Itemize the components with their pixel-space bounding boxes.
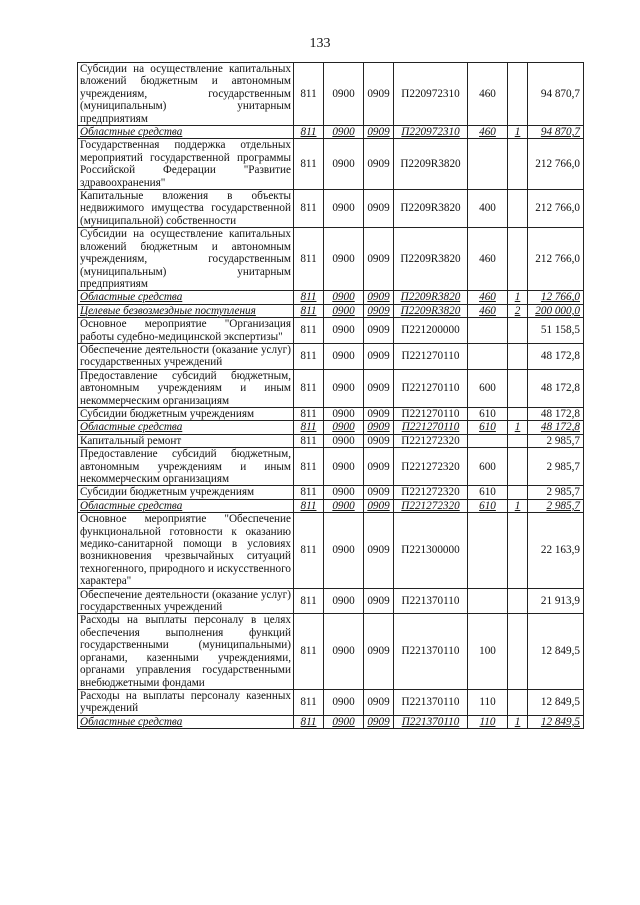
table-row: [78, 499, 584, 512]
amount-cell: 94 870,7: [528, 63, 584, 126]
amount-cell: 51 158,5: [528, 318, 584, 344]
subsection-code-cell: 0909: [364, 448, 394, 486]
expense-type-cell: 610: [468, 407, 508, 420]
table-row: [78, 614, 584, 689]
section-code-cell: 0900: [324, 499, 364, 512]
expense-type-cell: 600: [468, 369, 508, 407]
table-row: [78, 434, 584, 447]
target-article-cell: П2209R3820: [394, 291, 468, 304]
funding-source-cell: [508, 513, 528, 588]
ved-code-cell: 811: [294, 715, 324, 728]
section-code-cell: 0900: [324, 63, 364, 126]
table-row: [78, 291, 584, 304]
subsection-code-cell: 0909: [364, 190, 394, 228]
ved-code-cell: 811: [294, 190, 324, 228]
row-name-cell: Областные средства: [78, 499, 294, 512]
amount-cell: 212 766,0: [528, 228, 584, 291]
amount-cell: 2 985,7: [528, 434, 584, 447]
section-code-cell: 0900: [324, 228, 364, 291]
section-code-cell: 0900: [324, 343, 364, 369]
section-code-cell: 0900: [324, 291, 364, 304]
row-name-cell: Предоставление субсидий бюджетным, автономным учреждениям и иным некоммерческим организациям: [78, 369, 294, 407]
row-name-cell: Предоставление субсидий бюджетным, автономным учреждениям и иным некоммерческим организациям: [78, 448, 294, 486]
row-name-cell: Субсидии бюджетным учреждениям: [78, 486, 294, 499]
target-article-cell: П221370110: [394, 715, 468, 728]
row-name-cell: Целевые безвозмездные поступления: [78, 304, 294, 317]
amount-cell: 21 913,9: [528, 588, 584, 614]
amount-cell: 48 172,8: [528, 369, 584, 407]
expense-type-cell: [468, 343, 508, 369]
amount-cell: 22 163,9: [528, 513, 584, 588]
expense-type-cell: 600: [468, 448, 508, 486]
amount-cell: 48 172,8: [528, 343, 584, 369]
amount-cell: 12 849,5: [528, 689, 584, 715]
section-code-cell: 0900: [324, 715, 364, 728]
expense-type-cell: 460: [468, 63, 508, 126]
expense-type-cell: [468, 139, 508, 190]
expense-type-cell: 460: [468, 126, 508, 139]
funding-source-cell: [508, 228, 528, 291]
table-row: [78, 228, 584, 291]
row-name-cell: Капитальный ремонт: [78, 434, 294, 447]
table-row: [78, 448, 584, 486]
row-name-cell: Областные средства: [78, 126, 294, 139]
target-article-cell: П221270110: [394, 369, 468, 407]
row-name-cell: Обеспечение деятельности (оказание услуг) государственных учреждений: [78, 343, 294, 369]
subsection-code-cell: 0909: [364, 421, 394, 434]
section-code-cell: 0900: [324, 304, 364, 317]
subsection-code-cell: 0909: [364, 614, 394, 689]
funding-source-cell: [508, 318, 528, 344]
funding-source-cell: [508, 434, 528, 447]
page-number: 133: [309, 36, 331, 51]
section-code-cell: 0900: [324, 614, 364, 689]
row-name-cell: Расходы на выплаты персоналу казенных учреждений: [78, 689, 294, 715]
ved-code-cell: 811: [294, 486, 324, 499]
ved-code-cell: 811: [294, 499, 324, 512]
funding-source-cell: 1: [508, 499, 528, 512]
target-article-cell: П220972310: [394, 63, 468, 126]
row-name-cell: Областные средства: [78, 291, 294, 304]
table-row: [78, 407, 584, 420]
subsection-code-cell: 0909: [364, 318, 394, 344]
expense-type-cell: 110: [468, 715, 508, 728]
subsection-code-cell: 0909: [364, 304, 394, 317]
subsection-code-cell: 0909: [364, 513, 394, 588]
expense-type-cell: [468, 513, 508, 588]
section-code-cell: 0900: [324, 689, 364, 715]
row-name-cell: Государственная поддержка отдельных мероприятий государственной программы Российской Федерации "Развитие здравоохранения": [78, 139, 294, 190]
target-article-cell: П221370110: [394, 689, 468, 715]
row-name-cell: Расходы на выплаты персоналу в целях обеспечения выполнения функций государственными (муниципальными) органами, казенными учреждениями, органами управления государственными внебюджетными фондами: [78, 614, 294, 689]
target-article-cell: П221272320: [394, 434, 468, 447]
subsection-code-cell: 0909: [364, 63, 394, 126]
row-name-cell: Областные средства: [78, 715, 294, 728]
row-name-cell: Основное мероприятие "Обеспечение функциональной готовности к оказанию медико-санитарной помощи в условиях возникновения чрезвычайных ситуаций техногенного, природного и искусственного характера": [78, 513, 294, 588]
target-article-cell: П221370110: [394, 614, 468, 689]
funding-source-cell: 2: [508, 304, 528, 317]
ved-code-cell: 811: [294, 228, 324, 291]
row-name-cell: Основное мероприятие "Организация работы судебно-медицинской экспертизы": [78, 318, 294, 344]
target-article-cell: П220972310: [394, 126, 468, 139]
table-row: [78, 318, 584, 344]
amount-cell: 12 849,5: [528, 715, 584, 728]
section-code-cell: 0900: [324, 407, 364, 420]
target-article-cell: П221272320: [394, 448, 468, 486]
target-article-cell: П2209R3820: [394, 190, 468, 228]
target-article-cell: П221270110: [394, 421, 468, 434]
funding-source-cell: [508, 614, 528, 689]
table-body: [78, 63, 584, 729]
budget-table: [77, 62, 584, 729]
subsection-code-cell: 0909: [364, 126, 394, 139]
funding-source-cell: [508, 190, 528, 228]
ved-code-cell: 811: [294, 369, 324, 407]
table-row: [78, 369, 584, 407]
section-code-cell: 0900: [324, 434, 364, 447]
expense-type-cell: [468, 318, 508, 344]
expense-type-cell: 610: [468, 499, 508, 512]
expense-type-cell: 460: [468, 291, 508, 304]
target-article-cell: П221270110: [394, 407, 468, 420]
amount-cell: 48 172,8: [528, 421, 584, 434]
subsection-code-cell: 0909: [364, 407, 394, 420]
expense-type-cell: 110: [468, 689, 508, 715]
expense-type-cell: [468, 588, 508, 614]
table-row: [78, 190, 584, 228]
ved-code-cell: 811: [294, 513, 324, 588]
target-article-cell: П2209R3820: [394, 304, 468, 317]
amount-cell: 94 870,7: [528, 126, 584, 139]
table-row: [78, 139, 584, 190]
funding-source-cell: [508, 486, 528, 499]
table-row: [78, 486, 584, 499]
ved-code-cell: 811: [294, 343, 324, 369]
amount-cell: 212 766,0: [528, 139, 584, 190]
subsection-code-cell: 0909: [364, 369, 394, 407]
row-name-cell: Субсидии на осуществление капитальных вложений бюджетным и автономным учреждениям, государственным (муниципальным) унитарным предприятиям: [78, 63, 294, 126]
expense-type-cell: 460: [468, 228, 508, 291]
expense-type-cell: [468, 434, 508, 447]
section-code-cell: 0900: [324, 513, 364, 588]
table-row: [78, 63, 584, 126]
table-row: [78, 421, 584, 434]
target-article-cell: П221270110: [394, 343, 468, 369]
target-article-cell: П221200000: [394, 318, 468, 344]
expense-type-cell: 610: [468, 421, 508, 434]
table-row: [78, 689, 584, 715]
section-code-cell: 0900: [324, 126, 364, 139]
target-article-cell: П2209R3820: [394, 228, 468, 291]
section-code-cell: 0900: [324, 588, 364, 614]
subsection-code-cell: 0909: [364, 715, 394, 728]
section-code-cell: 0900: [324, 486, 364, 499]
target-article-cell: П221272320: [394, 499, 468, 512]
funding-source-cell: [508, 139, 528, 190]
funding-source-cell: [508, 63, 528, 126]
ved-code-cell: 811: [294, 588, 324, 614]
section-code-cell: 0900: [324, 421, 364, 434]
ved-code-cell: 811: [294, 304, 324, 317]
row-name-cell: Субсидии бюджетным учреждениям: [78, 407, 294, 420]
funding-source-cell: [508, 689, 528, 715]
row-name-cell: Областные средства: [78, 421, 294, 434]
table-row: [78, 513, 584, 588]
target-article-cell: П2209R3820: [394, 139, 468, 190]
subsection-code-cell: 0909: [364, 139, 394, 190]
row-name-cell: Обеспечение деятельности (оказание услуг) государственных учреждений: [78, 588, 294, 614]
subsection-code-cell: 0909: [364, 499, 394, 512]
amount-cell: 2 985,7: [528, 499, 584, 512]
target-article-cell: П221272320: [394, 486, 468, 499]
funding-source-cell: 1: [508, 715, 528, 728]
target-article-cell: П221370110: [394, 588, 468, 614]
ved-code-cell: 811: [294, 689, 324, 715]
ved-code-cell: 811: [294, 126, 324, 139]
ved-code-cell: 811: [294, 434, 324, 447]
subsection-code-cell: 0909: [364, 291, 394, 304]
section-code-cell: 0900: [324, 448, 364, 486]
ved-code-cell: 811: [294, 407, 324, 420]
expense-type-cell: 460: [468, 304, 508, 317]
ved-code-cell: 811: [294, 448, 324, 486]
target-article-cell: П221300000: [394, 513, 468, 588]
ved-code-cell: 811: [294, 614, 324, 689]
ved-code-cell: 811: [294, 63, 324, 126]
table-row: [78, 715, 584, 728]
row-name-cell: Субсидии на осуществление капитальных вложений бюджетным и автономным учреждениям, государственным (муниципальным) унитарным предприятиям: [78, 228, 294, 291]
ved-code-cell: 811: [294, 291, 324, 304]
ved-code-cell: 811: [294, 421, 324, 434]
ved-code-cell: 811: [294, 139, 324, 190]
subsection-code-cell: 0909: [364, 228, 394, 291]
funding-source-cell: 1: [508, 126, 528, 139]
funding-source-cell: [508, 407, 528, 420]
funding-source-cell: [508, 369, 528, 407]
expense-type-cell: 100: [468, 614, 508, 689]
funding-source-cell: 1: [508, 291, 528, 304]
expense-type-cell: 610: [468, 486, 508, 499]
amount-cell: 2 985,7: [528, 448, 584, 486]
subsection-code-cell: 0909: [364, 434, 394, 447]
table-row: [78, 588, 584, 614]
row-name-cell: Капитальные вложения в объекты недвижимого имущества государственной (муниципальной) собственности: [78, 190, 294, 228]
amount-cell: 48 172,8: [528, 407, 584, 420]
section-code-cell: 0900: [324, 318, 364, 344]
subsection-code-cell: 0909: [364, 343, 394, 369]
table-row: [78, 304, 584, 317]
funding-source-cell: [508, 448, 528, 486]
expense-type-cell: 400: [468, 190, 508, 228]
table-row: [78, 126, 584, 139]
table-row: [78, 343, 584, 369]
funding-source-cell: 1: [508, 421, 528, 434]
section-code-cell: 0900: [324, 369, 364, 407]
funding-source-cell: [508, 588, 528, 614]
section-code-cell: 0900: [324, 139, 364, 190]
amount-cell: 12 766,0: [528, 291, 584, 304]
subsection-code-cell: 0909: [364, 689, 394, 715]
amount-cell: 12 849,5: [528, 614, 584, 689]
ved-code-cell: 811: [294, 318, 324, 344]
funding-source-cell: [508, 343, 528, 369]
subsection-code-cell: 0909: [364, 486, 394, 499]
section-code-cell: 0900: [324, 190, 364, 228]
amount-cell: 200 000,0: [528, 304, 584, 317]
subsection-code-cell: 0909: [364, 588, 394, 614]
amount-cell: 212 766,0: [528, 190, 584, 228]
amount-cell: 2 985,7: [528, 486, 584, 499]
